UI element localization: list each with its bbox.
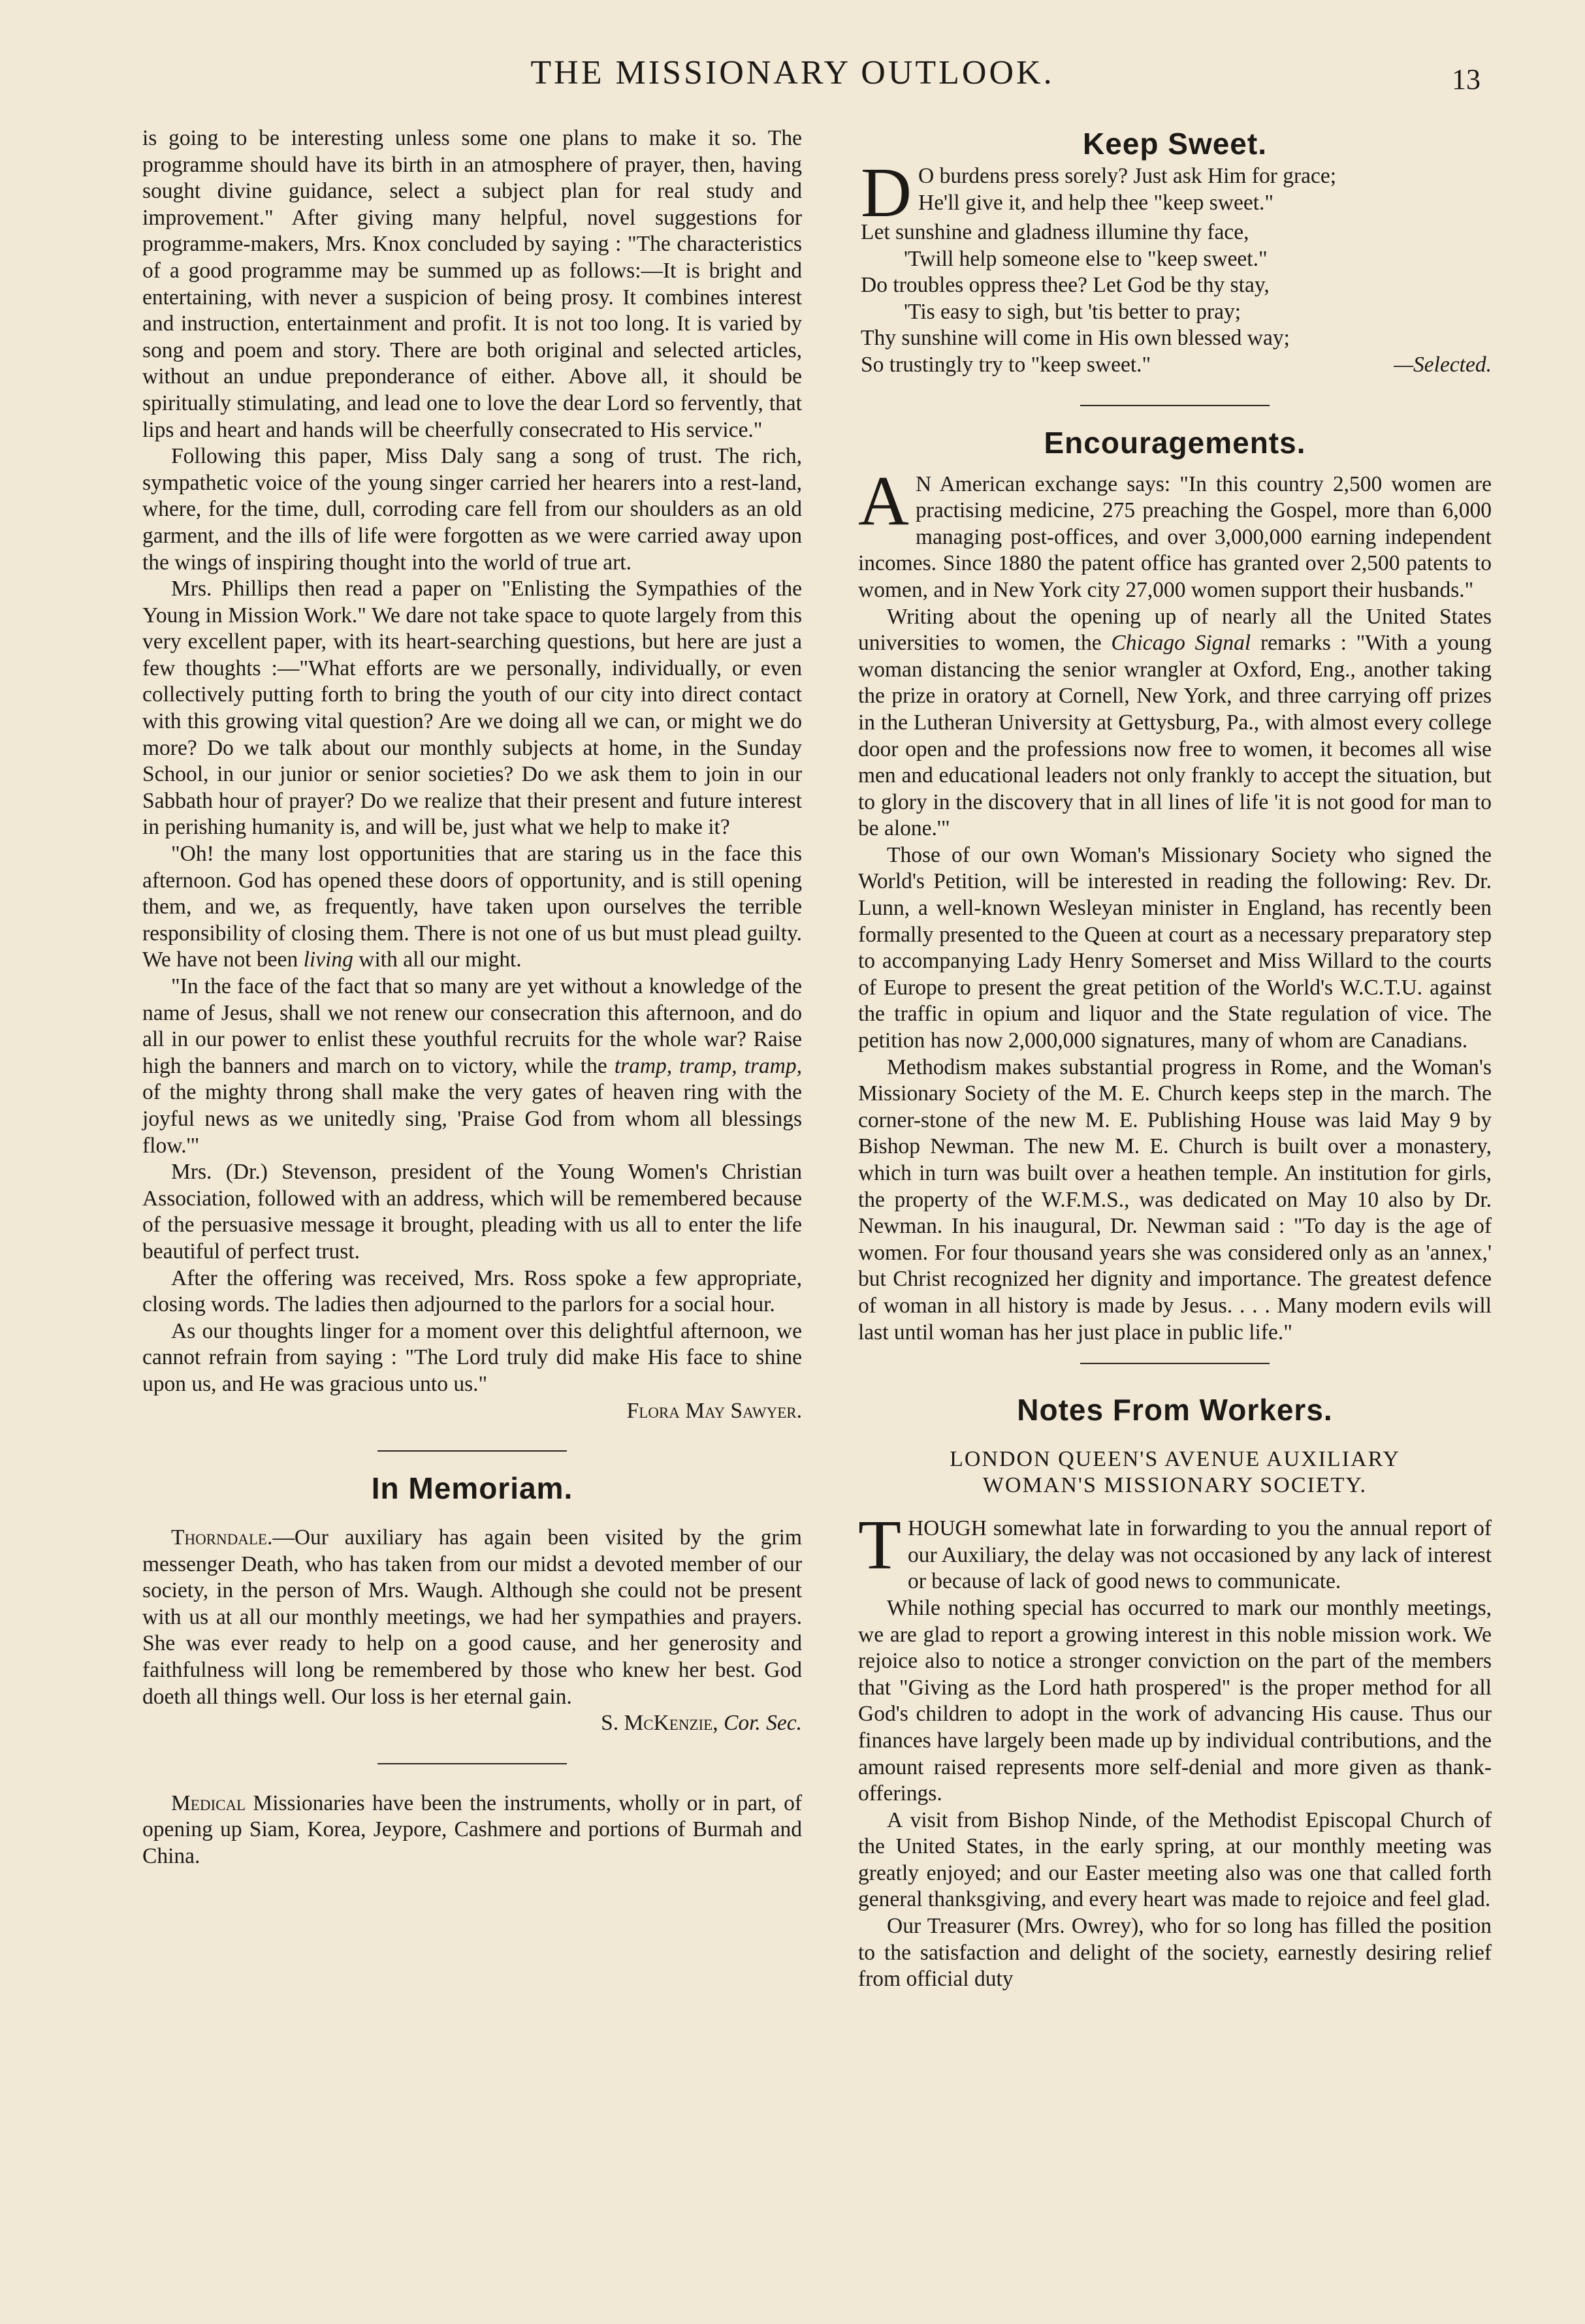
text-run: N American exchange says: "In this country 2,500 women are practising medicine, 275 preaching the Gospel, more than 6,000 managing post-offices, and over 3,000,000 earning independent incomes. Since 1880 the patent office has granted over 2,500 patents to women, and in New York city 27,000 women support their husbands." <box>858 471 1492 602</box>
section-heading-in-memoriam: In Memoriam. <box>371 1471 573 1506</box>
paragraph <box>858 1506 1492 1595</box>
paragraph <box>858 462 1492 604</box>
subheading: WOMAN'S MISSIONARY SOCIETY. <box>982 1473 1368 1498</box>
lead-word: Medical <box>171 1791 246 1815</box>
text-run: Writing about the opening up of nearly all the United States universities to women, the <box>858 604 1492 656</box>
subheading: LONDON QUEEN'S AVENUE AUXILIARY <box>950 1447 1400 1472</box>
paragraph: Following this paper, Miss Daly sang a song of trust. The rich, sympathetic voice of the young singer carried her hearers into a rest-land, where, for the time, dull, corroding care fell from our shoulders as an old garment, and the ills of life were forgotten as we were carried away upon the wings of inspiring thought into the world of true art. <box>142 444 802 575</box>
paragraph: Those of our own Woman's Missionary Society who signed the World's Petition, will be interested in reading the following: Rev. Dr. Lunn, a well-known Wesleyan minister in England, has recently been formally presented to the Queen at court as a necessary preparatory step to accompanying Lady Henry Somerset and Miss Willard to the courts of Europe to present the great petition of the World's W.C.T.U. against the traffic in opium and liquor and the State regulation of vice. The petition has now 2,000,000 signatures, many of whom are Canadians. <box>858 842 1492 1053</box>
section-heading-keep-sweet: Keep Sweet. <box>1083 127 1267 161</box>
signature <box>142 1710 802 1737</box>
poem-credit: —Selected. <box>1394 352 1492 377</box>
poem-line: Do troubles oppress thee? Let God be thy stay, <box>861 273 1270 298</box>
paragraph: After the offering was received, Mrs. Ross spoke a few appropriate, closing words. The ladies then adjourned to the parlors for a social hour. <box>142 1265 802 1317</box>
italic-text: living <box>303 947 353 972</box>
text-run: with all our might. <box>353 947 522 972</box>
signature: Flora May Sawyer. <box>626 1398 802 1423</box>
poem-line: 'Twill help someone else to "keep sweet." <box>904 246 1268 271</box>
italic-text: tramp, tramp, tramp, <box>614 1053 802 1078</box>
paragraph <box>858 604 1492 842</box>
text-run: "Oh! the many lost opportunities that are staring us in the face this afternoon. God has opened these doors of opportunity, and is still opening them, and we, as frequently, have taken upon ourselves the terrible responsibility of closing them. There is not one of us but must plead guilty. We have not been <box>142 842 802 972</box>
paragraph: is going to be interesting unless some one plans to make it so. The programme should have its birth in an atmosphere of prayer, then, having sought divine guidance, select a subject plan for real study and improvement." After giving many helpful, novel suggestions for programme-makers, Mrs. Knox concluded by saying : "The characteristics of a good programme may be summed up as follows:—It is bright and entertaining, with never a suspicion of being prosy. It combines interest and instruction, entertainment and profit. It is not too long. It is varied by song and poem and story. There are both original and selected articles, without an undue preponderance of either. Above all, it should be spiritually stimulating, and lead one to love the dear Lord so fervently, that lips and heart and hands will be cheerfully consecrated to His service." <box>142 126 802 442</box>
poem-line <box>861 352 1492 379</box>
poem-line: Thy sunshine will come in His own blessed way; <box>861 326 1290 351</box>
poem-line: Let sunshine and gladness illumine thy face, <box>861 220 1249 244</box>
paragraph: Mrs. Phillips then read a paper on "Enlisting the Sympathies of the Young in Mission Work." We dare not take space to quote largely from this very excellent paper, with its heart-searching questions, but here are just a few thoughts :—"What efforts are we personally, individually, or even collectively putting forth to bring the youth of our city into direct contact with this growing vital question? Are we doing all we can, or might we do more? Do we talk about our monthly subjects at home, in the Sunday School, in our junior or senior societies? Do we ask them to join in our Sabbath hour of prayer? Do we realize that their present and future interest in perishing humanity is, and will be, just what we help to make it? <box>142 577 802 840</box>
paragraph <box>142 841 802 974</box>
running-head <box>0 54 1585 99</box>
section-heading-encouragements: Encouragements. <box>1044 425 1306 460</box>
text-run: "In the face of the fact that so many are yet without a knowledge of the name of Jesus, shall we not renew our consecration this afternoon, and do all in our power to enlist these youthful recruits for the whole war? Raise high the banners and march on to victory, while the <box>142 974 802 1078</box>
text-run: HOUGH somewhat late in forwarding to you the annual report of our Auxiliary, the delay was not occasioned by any lack of interest or because of lack of good news to communicate. <box>907 1516 1492 1594</box>
signature-name: S. McKenzie, <box>601 1711 718 1736</box>
page-number: 13 <box>1452 63 1481 95</box>
paragraph: Mrs. (Dr.) Stevenson, president of the Young Women's Christian Association, followed with an address, which will be remembered because of the persuasive message it brought, pleading with us all to enter the life beautiful of perfect trust. <box>142 1160 802 1264</box>
lead-word: Thorndale. <box>171 1525 273 1550</box>
poem-line: He'll give it, and help thee "keep sweet." <box>918 190 1274 215</box>
paragraph <box>142 1525 802 1710</box>
text-run: of the mighty throng shall make the very gates of heaven ring with the joyful news as we unitedly sing, 'Praise God from whom all blessings flow.'" <box>142 1080 802 1158</box>
poem-line: 'Tis easy to sigh, but 'tis better to pray; <box>904 299 1241 324</box>
left-column <box>142 125 802 1870</box>
paragraph: A visit from Bishop Ninde, of the Methodist Episcopal Church of the United States, in the early spring, at our monthly meeting was greatly enjoyed; and our Easter meeting also was one that called forth general thanksgiving, and every heart was made to rejoice and feel glad. <box>858 1807 1492 1912</box>
poem-line-text: So trustingly try to "keep sweet." <box>861 352 1151 377</box>
paragraph: As our thoughts linger for a moment over this delightful afternoon, we cannot refrain from saying : "The Lord truly did make His face to shine upon us, and He was gracious unto us." <box>142 1318 802 1396</box>
poem-line: O burdens press sorely? Just ask Him for grace; <box>918 164 1337 188</box>
text-run: Missionaries have been the instruments, wholly or in part, of opening up Siam, Korea, Jeypore, Cashmere and portions of Burmah and China. <box>142 1791 802 1869</box>
right-column <box>858 124 1492 1993</box>
paragraph: Methodism makes substantial progress in Rome, and the Woman's Missionary Society of the M. E. Church keeps step in the march. The corner-stone of the new M. E. Publishing House was laid May 9 by Bishop Newman. The new M. E. Church is built over a monastery, which in turn was built over a heathen temple. An institution for girls, the property of the W.F.M.S., was dedicated on May 10 also by Dr. Newman. In his inaugural, Dr. Newman said : "To day is the age of women. For four thousand years she was considered only as an 'annex,' but Christ recognized her dignity and importance. The greatest defence of woman in all history is made by Jesus. . . . Many modern evils will last until woman has her just place in public life." <box>858 1055 1492 1345</box>
text-run: —Our auxiliary has again been visited by the grim messenger Death, who has taken from our midst a devoted member of our society, in the person of Mrs. Waugh. Although she could not be present with us at all our monthly meetings, we had her sympathies and prayers. She was ever ready to help on a good cause, and her generosity and faithfulness will long be remembered by those who knew her best. God doeth all things well. Our loss is her eternal gain. <box>142 1525 802 1709</box>
signature-role: Cor. Sec. <box>723 1711 802 1736</box>
text-run: remarks : "With a young woman distancing the senior wrangler at Oxford, Eng., another taking the prize in oratory at Cornell, New York, and three carrying off prizes in the Lutheran University at Gettysburg, Pa., with almost every college door open and the professions now free to women, it becomes all wise men and educational leaders not only frankly to accept the situation, but to glory in the discovery that in all lines of life 'it is not good for man to be alone.'" <box>858 631 1492 841</box>
italic-text: Chicago Signal <box>1111 631 1251 656</box>
paragraph: Our Treasurer (Mrs. Owrey), who for so long has filled the position to the satisfaction and delight of the society, earnestly desiring relief from official duty <box>858 1914 1492 1992</box>
section-heading-notes-from-workers: Notes From Workers. <box>1017 1393 1333 1427</box>
paragraph <box>142 1791 802 1870</box>
drop-cap: D <box>861 154 912 232</box>
journal-title: THE MISSIONARY OUTLOOK. <box>530 54 1055 91</box>
drop-cap: T <box>858 1506 901 1585</box>
drop-cap: A <box>858 462 909 540</box>
poem <box>858 154 1492 379</box>
paragraph <box>142 974 802 1159</box>
paragraph: While nothing special has occurred to mark our monthly meetings, we are glad to report a growing interest in this noble mission work. We rejoice also to notice a stronger conviction on the part of the members that "Giving as the Lord hath prospered" is the proper method for all God's children to adopt in the work of advancing His cause. Thus our finances have largely been made up by individual contributions, and the amount raised represents more self-denial and more given as thank-offerings. <box>858 1595 1492 1806</box>
